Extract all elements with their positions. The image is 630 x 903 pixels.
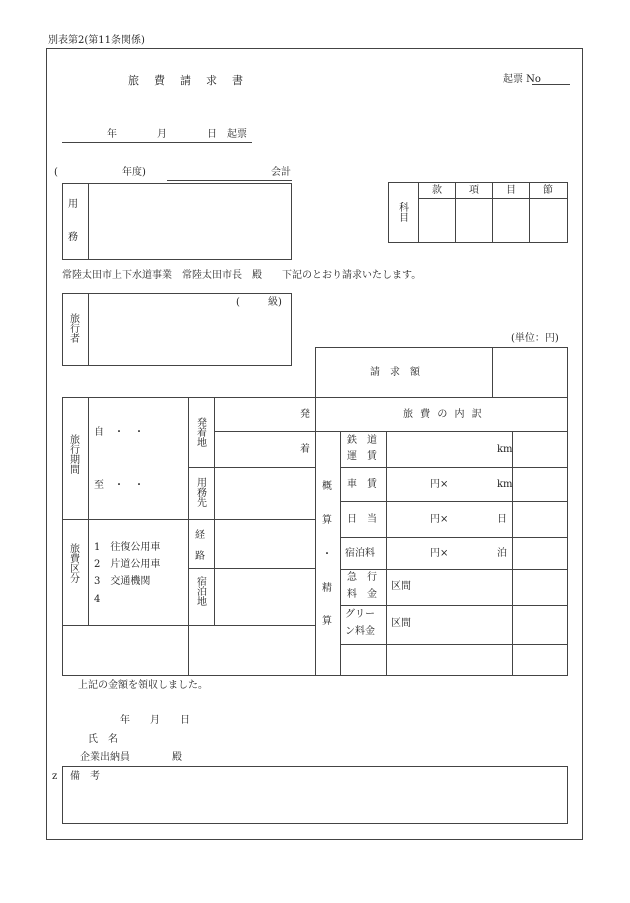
subject-moku: 目	[506, 185, 516, 196]
cashier-label: 企業出納員	[80, 752, 130, 763]
row-car-unit: km	[497, 479, 513, 490]
arrive-label: 着	[300, 444, 310, 455]
row-car-label: 車 賃	[347, 479, 377, 490]
row-daily-mid: 円×	[430, 514, 449, 525]
class-item-2: 2 片道公用車	[94, 559, 161, 570]
depart-label: 発	[300, 409, 310, 420]
row-express-label-1: 急 行	[347, 572, 377, 583]
grade-close: 級)	[268, 297, 282, 308]
classification-label: 旅費区分	[67, 543, 79, 583]
depart-arrive-label: 発着地	[194, 417, 206, 447]
fiscal-year-label: 年度)	[122, 167, 146, 178]
account-label: 会計	[271, 167, 291, 178]
claim-box	[315, 347, 568, 398]
subject-kou: 項	[469, 185, 479, 196]
receipt-text: 上記の金額を領収しました。	[78, 680, 208, 691]
unit-label: (単位：円)	[511, 333, 559, 344]
row-rail-label-2: 運 賃	[347, 451, 377, 462]
purpose-label-1: 用	[68, 199, 78, 210]
subject-setsu: 節	[543, 185, 553, 196]
traveler-label: 旅行者	[67, 313, 79, 343]
voucher-number-label: 起票 No	[503, 74, 541, 85]
subject-kan: 款	[432, 185, 442, 196]
row-green-label-1: グリー	[345, 609, 375, 620]
class-item-4: 4	[94, 594, 101, 605]
estimate-1: 概	[322, 481, 332, 492]
breakdown-header: 旅 費 の 内 訳	[403, 409, 484, 420]
remarks-box	[62, 766, 568, 824]
estimate-3: ・	[322, 549, 332, 560]
voucher-number-line	[532, 84, 570, 85]
traveler-box	[62, 293, 292, 366]
period-to: 至 ・ ・	[94, 480, 144, 491]
remarks-z: z	[52, 771, 58, 782]
period-from: 自 ・ ・	[94, 427, 144, 438]
estimate-2: 算	[322, 515, 332, 526]
receipt-date: 年 月 日	[120, 715, 190, 726]
purpose-label-2: 務	[68, 232, 78, 243]
address-line: 常陸太田市上下水道事業 常陸太田市長 殿 下記のとおり請求いたします。	[62, 270, 422, 281]
row-lodging-label: 宿泊料	[345, 548, 375, 559]
form-title: 旅 費 請 求 書	[128, 74, 245, 87]
row-express-label-2: 料 金	[347, 589, 377, 600]
date-day: 日	[207, 129, 217, 140]
row-green-label-2: ン料金	[345, 626, 375, 637]
fiscal-paren: (	[54, 167, 58, 178]
row-express-mid: 区間	[391, 581, 411, 592]
route-label-1: 経	[195, 530, 205, 541]
business-place-label: 用務先	[194, 477, 206, 507]
account-line	[167, 180, 292, 181]
date-month: 月	[157, 129, 167, 140]
appendix-label: 別表第2(第11条関係)	[48, 35, 145, 46]
period-label: 旅行期間	[67, 434, 79, 474]
row-daily-label: 日 当	[347, 514, 377, 525]
date-line	[62, 142, 252, 143]
date-year: 年	[107, 129, 117, 140]
row-daily-unit: 日	[497, 514, 507, 525]
cashier-dono: 殿	[172, 752, 182, 763]
row-green-mid: 区間	[391, 618, 411, 629]
subject-label: 科目	[396, 202, 408, 222]
class-item-3: 3 交通機関	[94, 576, 151, 587]
row-lodging-mid: 円×	[430, 548, 449, 559]
estimate-5: 算	[322, 616, 332, 627]
estimate-4: 精	[322, 583, 332, 594]
row-rail-unit: km	[497, 444, 513, 455]
claim-label: 請 求 額	[370, 367, 420, 378]
date-suffix: 起票	[227, 129, 247, 140]
purpose-box	[62, 183, 292, 260]
row-lodging-unit: 泊	[497, 548, 507, 559]
grade-open: (	[236, 297, 240, 308]
class-item-1: 1 往復公用車	[94, 542, 161, 553]
receipt-name: 氏 名	[88, 734, 118, 745]
row-car-mid: 円×	[430, 479, 449, 490]
remarks-label: 備 考	[70, 771, 100, 782]
route-label-2: 路	[195, 551, 205, 562]
lodging-place-label: 宿泊地	[194, 576, 206, 606]
row-rail-label-1: 鉄 道	[347, 435, 377, 446]
